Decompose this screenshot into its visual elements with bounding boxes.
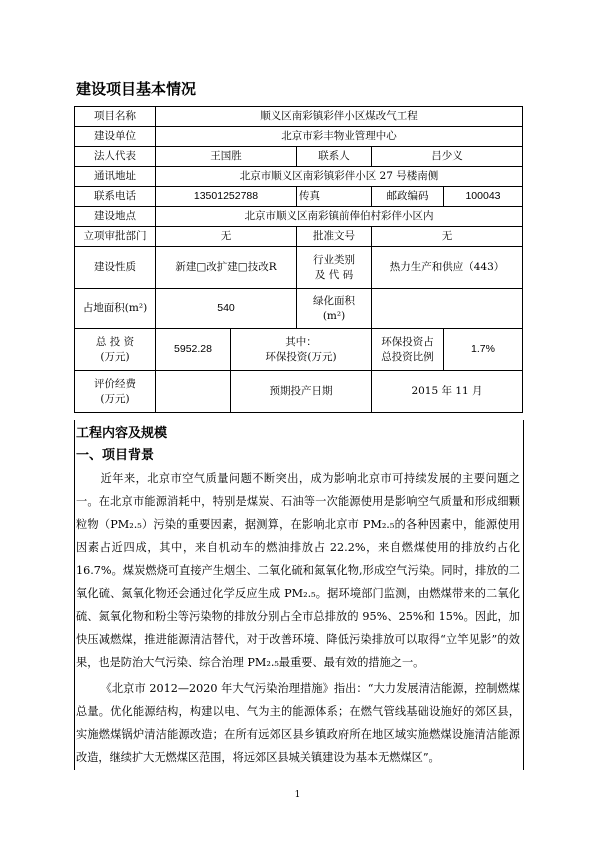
contact: 吕少义: [372, 147, 523, 167]
postcode: 100043: [444, 187, 523, 207]
approval-no-label: 批准文号: [297, 227, 372, 247]
site: 北京市顺义区南彩镇前俸伯村彩伴小区内: [156, 207, 523, 227]
env-invest-label: [231, 329, 372, 371]
phone-label: 联系电话: [75, 187, 156, 207]
approval-dept-label: 立项审批部门: [75, 227, 156, 247]
page-number: 1: [294, 790, 301, 800]
area-label: 占地面积(m²): [75, 289, 156, 329]
unit-label: 建设单位: [75, 127, 156, 147]
start-date-label: 预期投产日期: [231, 371, 372, 413]
project-info-table: [74, 106, 523, 413]
env-ratio: 1.7%: [444, 329, 523, 371]
nature: 新建□改扩建□技改R: [156, 247, 297, 289]
env-invest-label-line1: 其中：: [285, 335, 317, 348]
green-label-line1: 绿化面积: [313, 294, 355, 307]
unit: 北京市彩丰物业管理中心: [156, 127, 523, 147]
review-fee: [156, 371, 231, 413]
start-date: 2015 年 11 月: [372, 371, 523, 413]
env-invest-label-line2: 环保投资(万元): [265, 350, 337, 363]
invest: 5952.28: [156, 329, 231, 371]
invest-label-line1: 总 投 资: [95, 335, 135, 348]
phone: 13501252788: [156, 187, 297, 207]
env-ratio-label: [372, 329, 444, 371]
invest-label: [75, 329, 156, 371]
legal-rep: 王国胜: [156, 147, 297, 167]
site-label: 建设地点: [75, 207, 156, 227]
review-fee-label-line2: (万元): [100, 392, 130, 405]
review-fee-label: [75, 371, 156, 413]
page-title: 建设项目基本情况: [76, 80, 197, 98]
industry: 热力生产和供应（443）: [372, 247, 523, 289]
area: 540: [156, 289, 297, 329]
green-label: [297, 289, 372, 329]
invest-label-line2: (万元): [100, 350, 130, 363]
legal-rep-label: 法人代表: [75, 147, 156, 167]
env-ratio-label-line1: 环保投资占: [381, 335, 434, 348]
address: 北京市顺义区南彩镇彩伴小区 27 号楼南侧: [156, 167, 523, 187]
contact-label: 联系人: [297, 147, 372, 167]
project-name-label: 项目名称: [75, 107, 156, 127]
green: [372, 289, 523, 329]
approval-dept: 无: [156, 227, 297, 247]
industry-label-line1: 行业类别: [313, 253, 355, 266]
address-label: 通讯地址: [75, 167, 156, 187]
fax-label: 传真: [297, 187, 372, 207]
paragraph-1: 近年来，北京市空气质量问题不断突出，成为影响北京市可持续发展的主要问题之一。在北京市能源消耗中，特别是煤炭、石油等一次能源使用是影响空气质量和形成细颗粒物（PM₂.₅）污染的重要因素，据测算，在影响北京市 PM₂.₅的各种因素中，能源使用因素占近四成，其中，来自机动车的燃油排放占 22.2%，来自燃煤使用的排放约占化 16.7%。煤炭燃烧可直接产生烟尘、二氧化硫和氮氧化物,形成空气污染。同时，排放的二氧化硫、氮氧化物还会通过化学反应生成 PM₂.₅。据环境部门监测，由燃煤带来的二氧化硫、氮氧化物和粉尘等污染物的排放分别占全市总排放的 95%、25%和 15%。因此，加快压减燃煤，推进能源清洁替代，对于改善环境、降低污染排放可以取得“立竿见影”的效果，也是防治大气污染、综合治理 PM₂.₅最重要、最有效的措施之一。: [76, 472, 520, 669]
section-title: 工程内容及规模: [76, 426, 168, 441]
paragraph-2: 《北京市 2012—2020 年大气污染治理措施》指出：“大力发展清洁能源，控制燃煤总量。优化能源结构，构建以电、气为主的能源体系；在燃气管线基础设施好的郊区县，实施燃煤锅炉清洁能源改造；在所有远郊区县乡镇政府所在地区域实施燃煤设施清洁能源改造，继续扩大无燃煤区范围，将远郊区县城关镇建设为基本无燃煤区”。: [76, 682, 520, 764]
approval-no: 无: [372, 227, 523, 247]
env-ratio-label-line2: 总投资比例: [381, 350, 434, 363]
industry-label-line2: 及 代 码: [314, 268, 354, 281]
subsection-title: 一、项目背景: [76, 448, 155, 463]
nature-label: 建设性质: [75, 247, 156, 289]
postcode-label: 邮政编码: [372, 187, 444, 207]
project-name: 顺义区南彩镇彩伴小区煤改气工程: [156, 107, 523, 127]
green-label-line2: (m²): [322, 309, 346, 322]
review-fee-label-line1: 评价经费: [94, 377, 136, 390]
industry-label: [297, 247, 372, 289]
